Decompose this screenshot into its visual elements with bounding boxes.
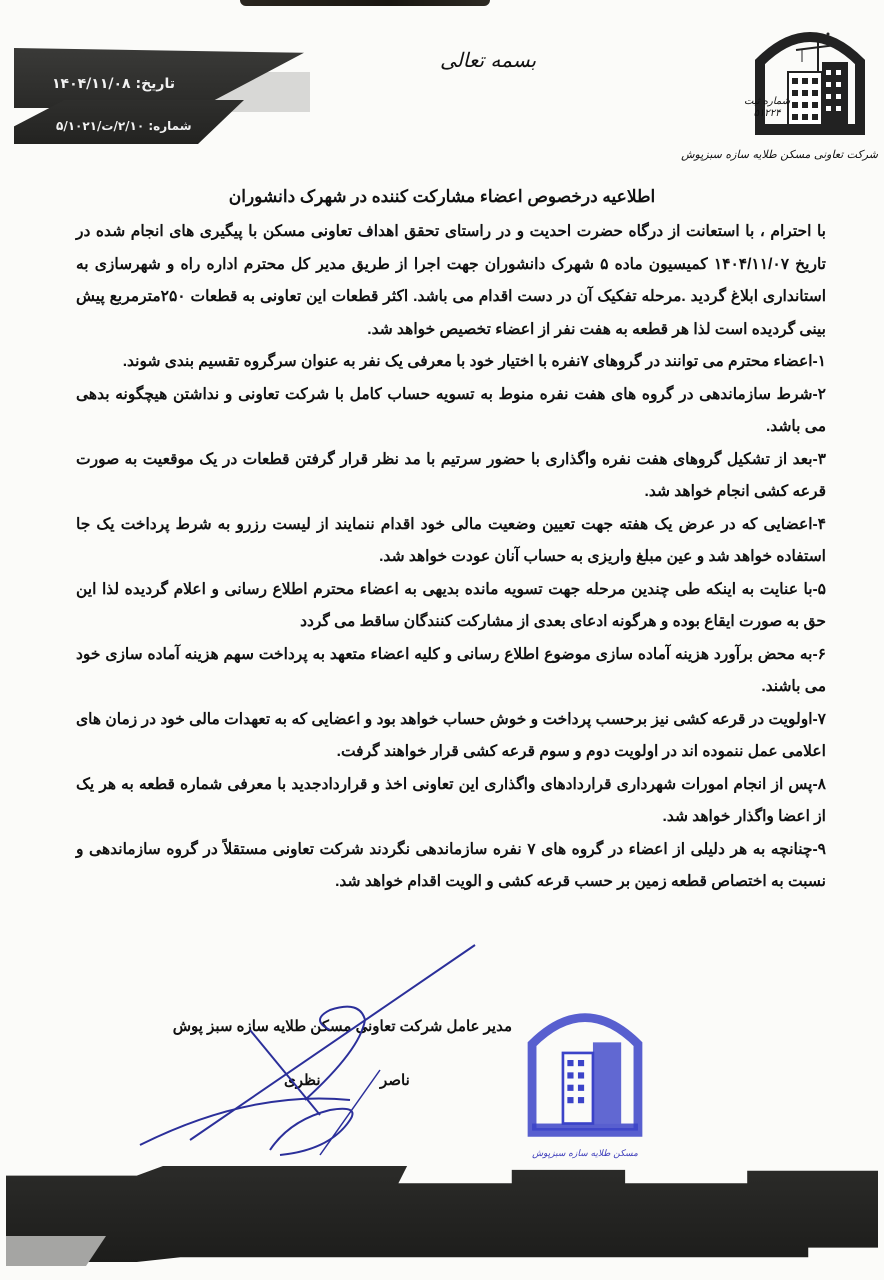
letter-date: تاریخ: ۱۴۰۴/۱۱/۰۸ bbox=[52, 76, 175, 92]
registration-label: شماره ثبت bbox=[744, 96, 791, 107]
list-item: ۹-چنانچه به هر دلیلی از اعضاء در گروه های ۷ نفره سازماندهی نگردند شرکت تعاونی مستقلاً در گروه سازماندهی و نسبت به اختصاص قطعه زمین بر حسب قرعه کشی و الویت اقدام خواهد شد. bbox=[76, 840, 826, 890]
stamp-text: مسکن طلایه سازه سبزپوش bbox=[532, 1149, 638, 1159]
list-item: ۶-به محض برآورد هزینه آماده سازی موضوع اطلاع رسانی و کلیه اعضاء متعهد به پرداخت سهم هزینه آماده سازی خود می باشند. bbox=[76, 645, 826, 695]
list-item: ۸-پس از انجام امورات شهرداری قراردادهای واگذاری این تعاونی اخذ و قراردادجدید با معرفی شماره قطعه به هر یک از اعضا واگذار خواهد شد. bbox=[76, 775, 826, 825]
list-item: ۱-اعضاء محترم می توانند در گروهای ۷نفره با اختیار خود با معرفی یک نفر به عنوان سرگروه تقسیم بندی شوند. bbox=[122, 353, 826, 370]
list-item: ۲-شرط سازماندهی در گروه های هفت نفره منوط به تسویه حساب کامل با شرکت تعاونی و نداشتن هیچگونه بدهی می باشد. bbox=[76, 385, 826, 435]
footer-banner bbox=[6, 1166, 878, 1262]
logo-company-name: شرکت تعاونی مسکن طلایه سازه سبزپوش bbox=[681, 148, 878, 161]
signatory-last-name: نظری bbox=[284, 1072, 321, 1089]
page-top-edge bbox=[240, 0, 490, 6]
basmala-calligraphy: بسمه تعالی bbox=[440, 48, 537, 72]
signatory-title: مدیر عامل شرکت تعاونی مسکن طلایه سازه سبز پوش bbox=[172, 1018, 512, 1035]
list-item: ۷-اولویت در قرعه کشی نیز برحسب پرداخت و خوش حساب خواهد بود و اعضایی که به تعهدات مالی خود در زمان های اعلامی عمل ننموده اند در اولویت دوم و سوم قرعه کشی قرار خواهند گرفت. bbox=[76, 710, 826, 760]
logo-registration bbox=[744, 96, 790, 120]
handwritten-signature-icon bbox=[130, 940, 490, 1160]
list-item: ۳-بعد از تشکیل گروهای هفت نفره واگذاری با حضور سرتیم با مد نظر قرار گرفتن قطعات در یک موقعیت به صورت قرعه کشی انجام خواهد شد. bbox=[76, 450, 826, 500]
list-item: ۴-اعضایی که در عرض یک هفته جهت تعیین وضعیت مالی خود اقدام ننمایند از لیست رزرو به شرط پرداخت یک جا استفاده خواهد شد و عین مبلغ واریزی به حساب آنان عودت خواهد شد. bbox=[76, 515, 826, 565]
letter-title: اطلاعیه درخصوص اعضاء مشارکت کننده در شهرک دانشوران bbox=[228, 187, 656, 206]
letter-number: شماره: ۲/۱۰/ت/۵/۱۰۲۱ bbox=[56, 119, 192, 133]
company-stamp-icon bbox=[520, 1000, 650, 1150]
registration-number: ۵۱۲۲۴ bbox=[753, 108, 781, 119]
intro-paragraph: با احترام ، با استعانت از درگاه حضرت احدیت و در راستای تحقق اهداف تعاونی مسکن با پیگیری های انجام شده در تاریخ ۱۴۰۴/۱۱/۰۷ کمیسیون ماده ۵ شهرک دانشوران جهت اجرا از طریق مدیر کل محترم اداره راه و شهرسازی به استانداری ابلاغ گردید .مرحله تفکیک آن در دست اقدام می باشد. اکثر قطعات این تعاونی به قطعات ۲۵۰مترمربع پیش بینی گردیده است لذا هر قطعه به هفت نفر از اعضاء تخصیص خواهد شد. bbox=[76, 223, 826, 338]
list-item: ۵-با عنایت به اینکه طی چندین مرحله جهت تسویه مانده بدیهی به اعضاء محترم اطلاع رسانی و اعلام گردیده لذا این حق به صورت ایقاع بوده و هرگونه ادعای بعدی از مشارکت کنندگان ساقط می گردد bbox=[76, 580, 826, 630]
letter-body bbox=[76, 216, 826, 899]
signatory-first-name: ناصر bbox=[380, 1072, 410, 1089]
